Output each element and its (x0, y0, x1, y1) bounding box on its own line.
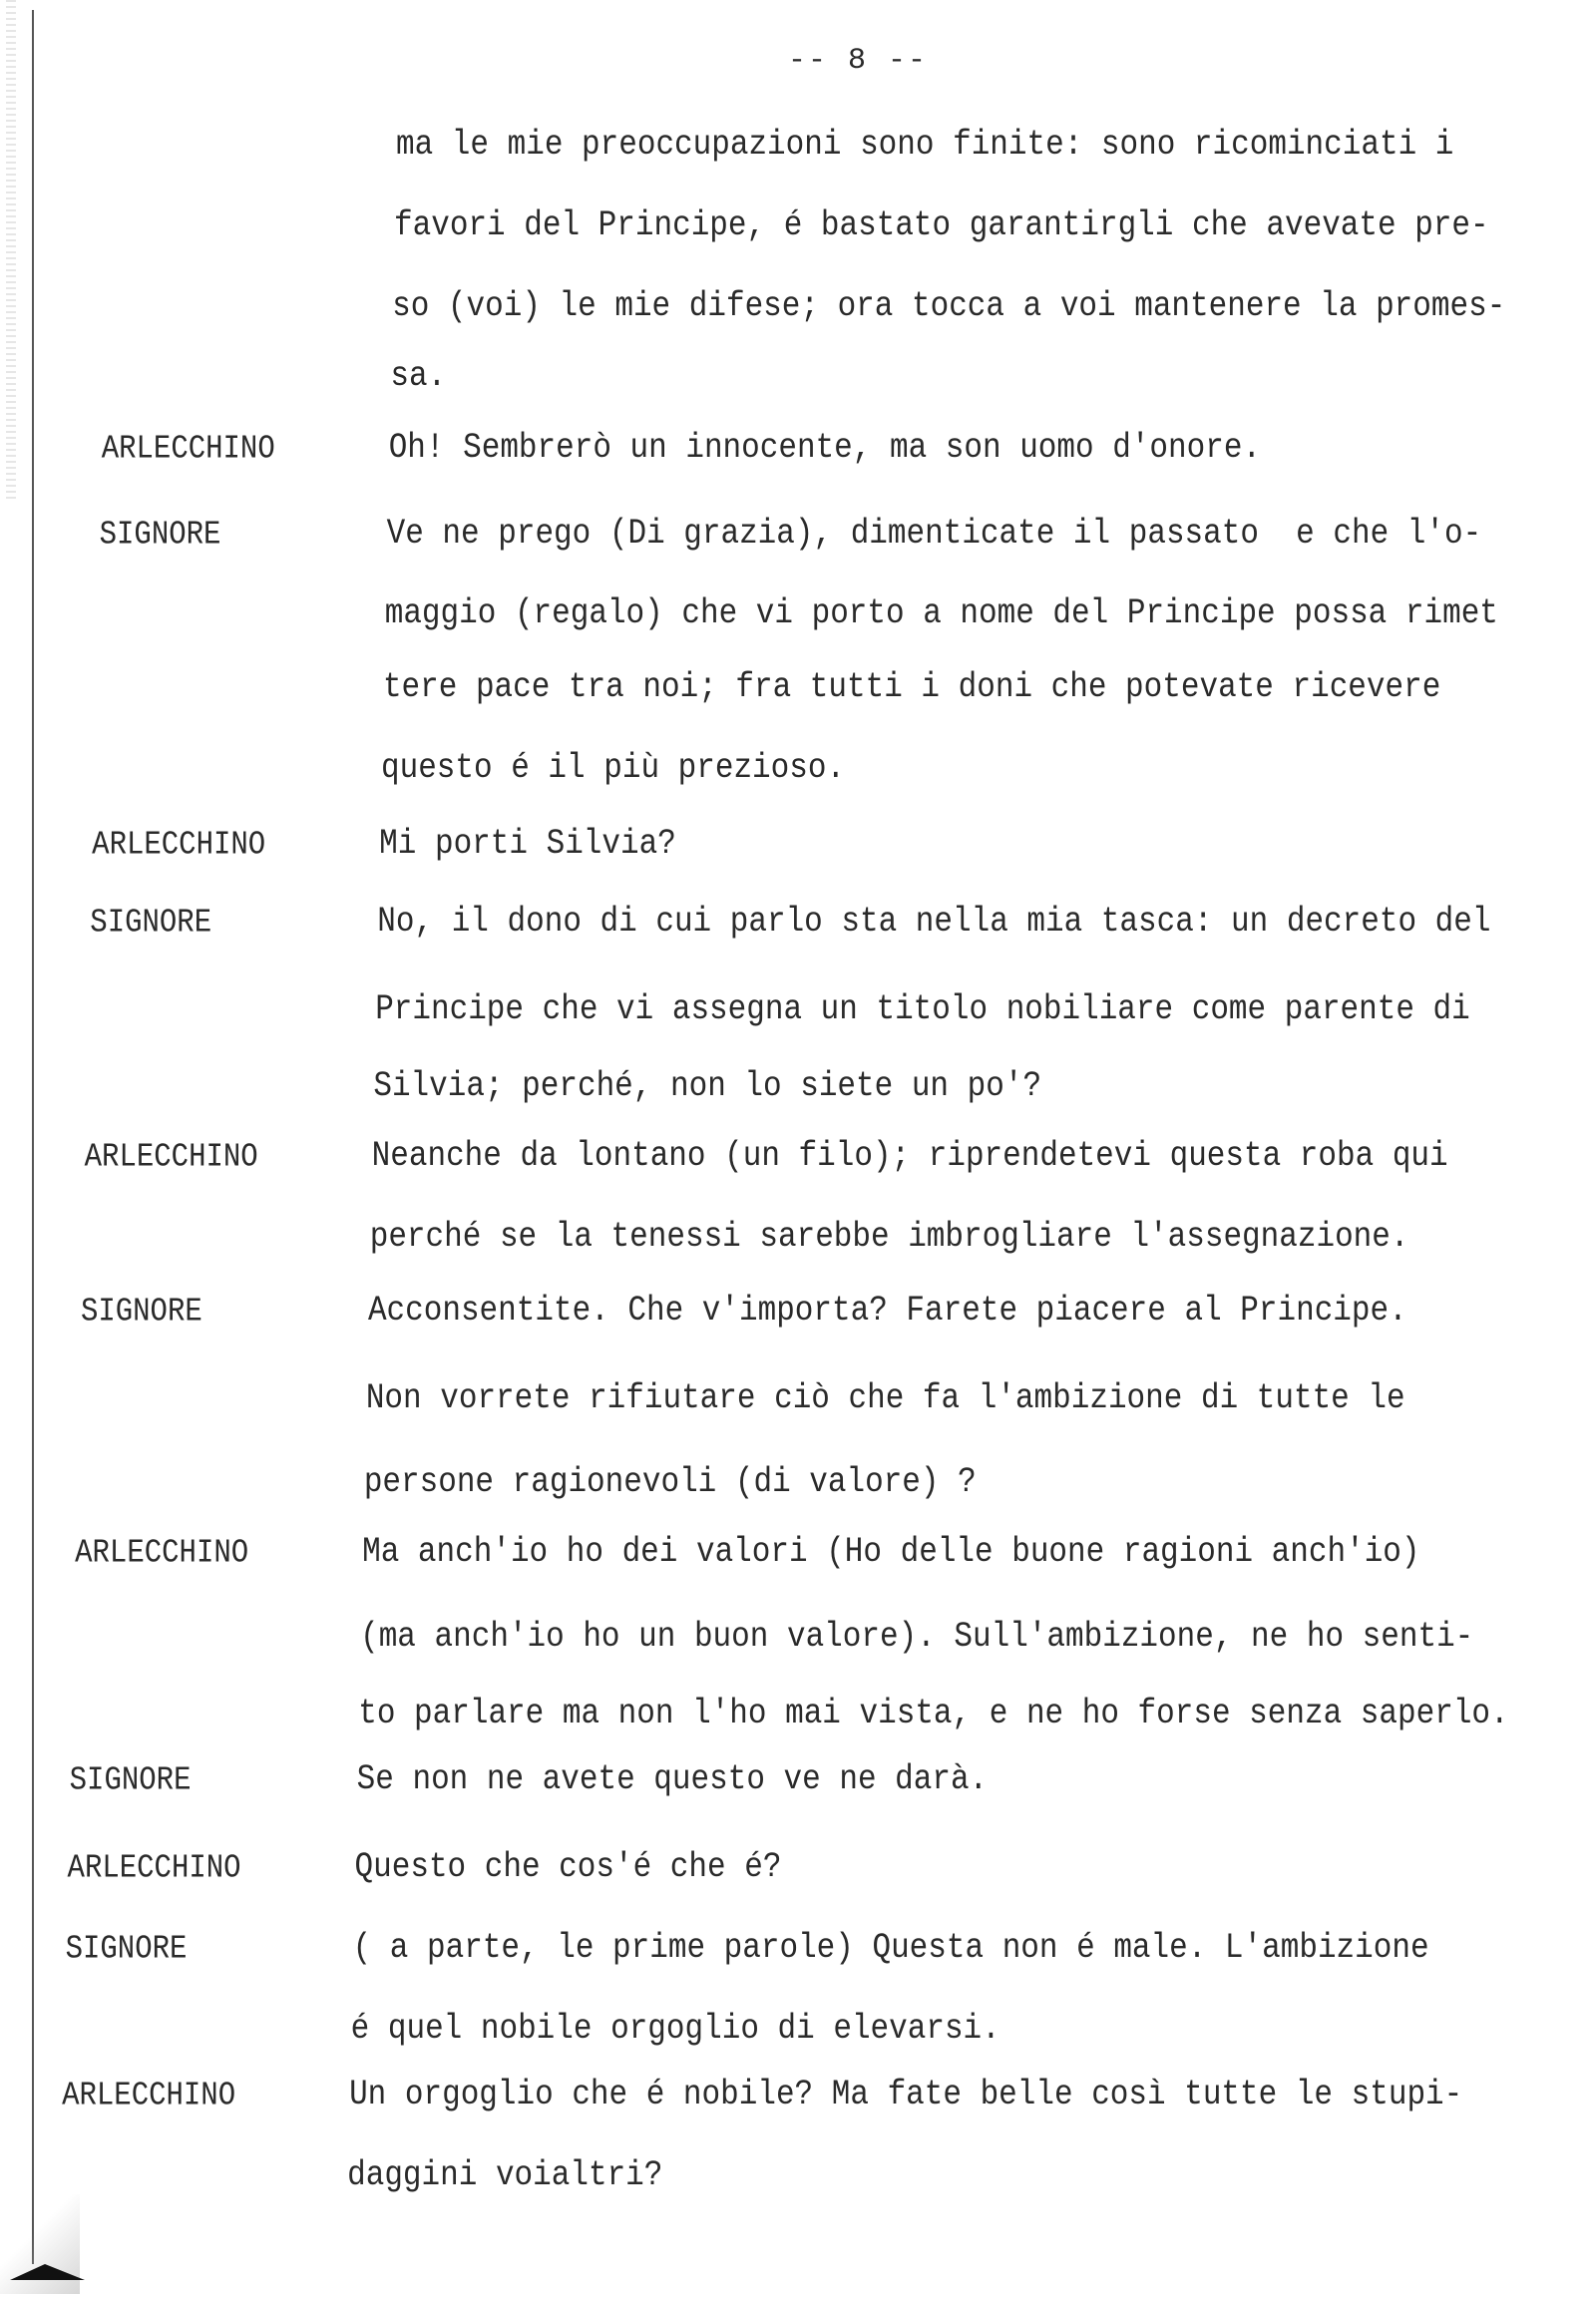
dialogue-line: Acconsentite. Che v'importa? Farete piacere al Principe. (367, 1291, 1407, 1332)
dialogue-line: Ma anch'io ho dei valori (Ho delle buone ragioni anch'io) (362, 1532, 1420, 1573)
dialogue-line: Questo che cos'é che é? (354, 1847, 782, 1888)
dialogue-line: perché se la tenessi sarebbe imbrogliare l'assegnazione. (369, 1217, 1409, 1258)
dialogue-line: Silvia; perché, non lo siete un po'? (373, 1066, 1042, 1107)
dialogue-line: Mi porti Silvia? (379, 824, 676, 865)
dialogue-line: maggio (regalo) che vi porto a nome del Principe possa rimet (384, 593, 1498, 634)
dialogue-line: sa. (390, 356, 447, 397)
speaker-name: SIGNORE (80, 1293, 202, 1331)
dialogue-line: Un orgoglio che é nobile? Ma fate belle così tutte le stupi- (349, 2075, 1463, 2115)
dialogue-line: Non vorrete rifiutare ciò che fa l'ambizione di tutte le (365, 1378, 1405, 1419)
speaker-name: SIGNORE (69, 1761, 192, 1799)
dialogue-line: daggini voialtri? (347, 2155, 663, 2196)
scan-edge-noise (6, 0, 16, 499)
dialogue-line: Oh! Sembrerò un innocente, ma son uomo d'onore. (388, 428, 1262, 469)
speaker-name: SIGNORE (99, 516, 221, 554)
page-number: -- 8 -- (788, 44, 929, 78)
page-edge-line (32, 10, 34, 2264)
dialogue-line: Se non ne avete questo ve ne darà. (356, 1759, 989, 1800)
dialogue-line: (ma anch'io ho un buon valore). Sull'ambizione, ne ho senti- (360, 1617, 1474, 1658)
dialogue-line: questo é il più prezioso. (381, 748, 846, 789)
dialogue-line: so (voi) le mie difese; ora tocca a voi mantenere la promes- (392, 286, 1506, 327)
speaker-name: ARLECCHINO (92, 826, 266, 864)
dialogue-line: Principe che vi assegna un titolo nobiliare come parente di (375, 989, 1470, 1030)
speaker-name: SIGNORE (65, 1930, 188, 1968)
dialogue-line: to parlare ma non l'ho mai vista, e ne ho forse senza saperlo. (358, 1694, 1509, 1734)
speaker-name: ARLECCHINO (101, 430, 275, 468)
dialogue-line: favori del Principe, é bastato garantirgli che avevate pre- (394, 205, 1489, 246)
dialogue-line: Ve ne prego (Di grazia), dimenticate il passato e che l'o- (386, 514, 1482, 555)
dialogue-line: ( a parte, le prime parole) Questa non é male. L'ambizione (352, 1928, 1429, 1969)
speaker-name: ARLECCHINO (84, 1138, 258, 1176)
dialogue-line: persone ragionevoli (di valore) ? (363, 1462, 977, 1503)
dialogue-line: tere pace tra noi; fra tutti i doni che potevate ricevere (382, 667, 1441, 708)
speaker-name: ARLECCHINO (67, 1849, 241, 1887)
speaker-name: SIGNORE (90, 904, 212, 942)
speaker-name: ARLECCHINO (62, 2077, 236, 2114)
dialogue-line: é quel nobile orgoglio di elevarsi. (350, 2009, 1000, 2050)
dialogue-line: No, il dono di cui parlo sta nella mia tasca: un decreto del (377, 902, 1491, 943)
speaker-name: ARLECCHINO (75, 1534, 249, 1572)
scan-corner-mark (10, 2264, 85, 2280)
dialogue-line: ma le mie preoccupazioni sono finite: sono ricominciati i (396, 125, 1454, 166)
dialogue-line: Neanche da lontano (un filo); riprendetevi questa roba qui (371, 1136, 1448, 1177)
